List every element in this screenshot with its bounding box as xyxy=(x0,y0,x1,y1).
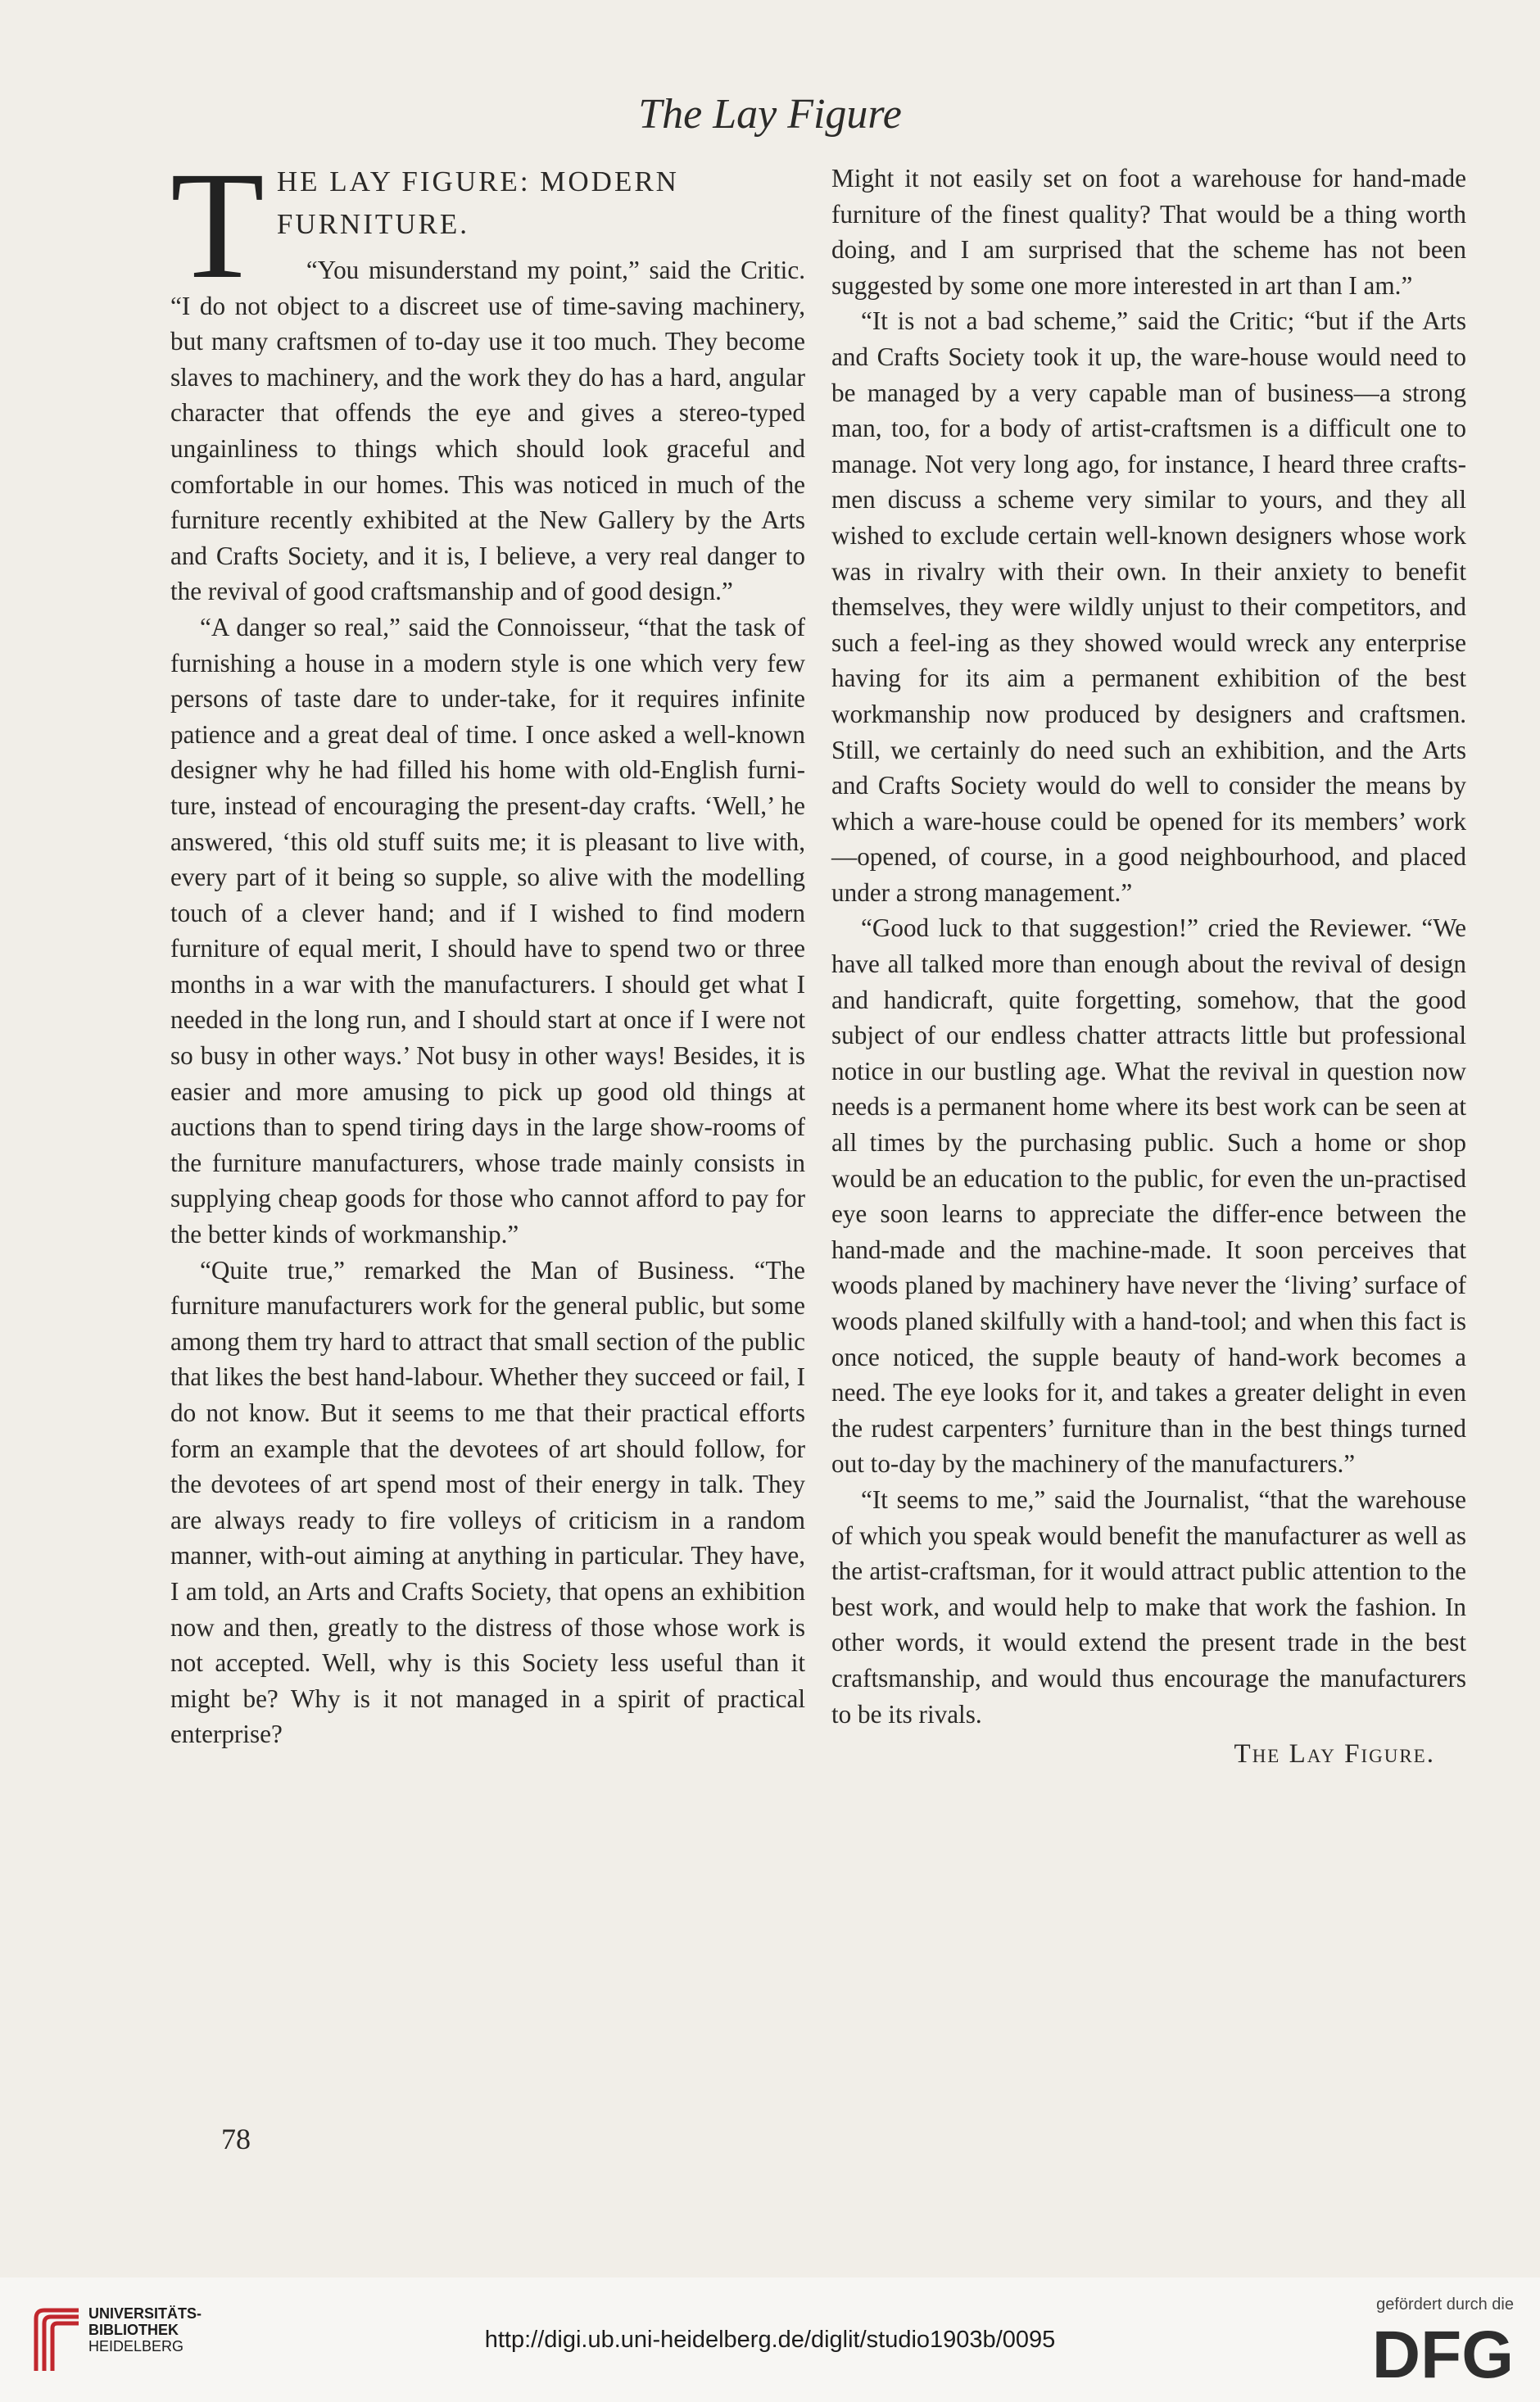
paragraph: “Good luck to that suggestion!” cried the Reviewer. “We have all talked more than enough about the revival of design and handicraft, quite forgetting, somehow, that the good subject of our endless chatter attracts little but professional notice in our bustling age. What the revival in question now needs is a permanent home where its best work can be seen at all times by the purchasing public. Such a home or shop would be an education to the public, for even the un-practised eye soon learns to appreciate the differ-ence between the hand-made and the machine-made. It soon perceives that woods planed by machinery have never the ‘living’ surface of woods planed skilfully with a hand-tool; and when this fact is once noticed, the supple beauty of hand-work becomes a need. The eye looks for it, and takes a greater delight in even the rudest carpenters’ furniture than in the best things turned out to-day by the machinery of the manufacturers.” xyxy=(831,913,1466,1479)
running-head: The Lay Figure xyxy=(638,91,902,138)
paragraph: Might it not easily set on foot a warehouse for hand-made furniture of the finest quality? That would be a thing worth doing, and I am surprised that the scheme has not been suggested by some one more interested in art than I am.” xyxy=(831,164,1466,300)
paragraph: “Quite true,” remarked the Man of Business. “The furniture manufacturers work for the general public, but some among them try hard to attract that small section of the public that likes the best hand-labour. Whether they succeed or fail, I do not know. But it seems to me that their practical efforts form an example that the devotees of art should follow, for the devotees of art spend most of their energy in talk. They are always ready to fire volleys of criticism in a random manner, with-out aiming at anything in particular. They have, I am told, an Arts and Crafts Society, that opens an exhibition now and then, greatly to the distress of those whose work is not accepted. Well, why is this Society less useful than it might be? Why is it not managed in a spirit of practical enterprise? xyxy=(170,1255,805,1749)
paragraph: “It is not a bad scheme,” said the Critic; “but if the Arts and Crafts Society took it up, the ware-house would need to be managed by a very capable man of business—a strong man, too, for a body of artist-craftsmen is a difficult one to manage. Not very long ago, for instance, I heard three crafts-men discuss a scheme very similar to yours, and they all wished to exclude certain well-known designers whose work was in rivalry with their own. In their anxiety to benefit themselves, they were wildly unjust to their competitors, and such a feel-ing as they showed would wreck any enterprise having for its aim a permanent exhibition of the best workmanship now produced by designers and craftsmen. Still, we certainly do need such an exhibition, and the Arts and Crafts Society would do well to consider the means by which a ware-house could be opened for its members’ work—opened, of course, in a good neighbourhood, and placed under a strong management.” xyxy=(831,306,1466,907)
drop-cap: T xyxy=(170,139,267,310)
page-number: 78 xyxy=(221,2123,251,2155)
library-name-line: BIBLIOTHEK xyxy=(88,2322,179,2338)
right-column xyxy=(831,161,1466,1773)
digitization-footer xyxy=(0,2277,1540,2402)
dfg-logo-text: DFG xyxy=(1371,2320,1514,2382)
left-column xyxy=(170,139,805,1752)
funding-note: gefördert durch die xyxy=(1376,2295,1514,2314)
library-name-line: UNIVERSITÄTS- xyxy=(88,2305,202,2322)
paragraph: “A danger so real,” said the Connoisseur, “that the task of furnishing a house in a modern style is one which very few persons of taste dare to under-take, for it requires infinite patience and a great deal of time. I once asked a well-known designer why he had filled his home with old-English furni-ture, instead of encouraging the present-day crafts. ‘Well,’ he answered, ‘this old stuff suits me; it is pleasant to live with, every part of it being so supple, so alive with the modelling touch of a clever hand; and if I wished to find modern furniture of equal merit, I should have to spend two or three months in a war with the manufacturers. I should get what I needed in the long run, and I should start at once if I were not so busy in other ways.’ Not busy in other ways! Besides, it is easier and more amusing to pick up good old things at auctions than to spend tiring days in the large show-rooms of the furniture manufacturers, whose trade mainly consists in supplying cheap goods for those who cannot afford to pay for the better kinds of workmanship.” xyxy=(170,612,805,1249)
signature: The Lay Figure. xyxy=(1234,1739,1435,1770)
article-title: HE LAY FIGURE: MODERN FURNITURE. xyxy=(276,165,679,240)
paragraph: “It seems to me,” said the Journalist, “that the warehouse of which you speak would benefit the manufacturer as well as the artist-craftsman, for it would attract public attention to the best work, and would help to make that work the fashion. In other words, it would extend the present trade in the best craftsmanship, and would thus encourage the manufacturers to be its rivals. xyxy=(831,1484,1466,1729)
article-heading xyxy=(170,139,805,310)
library-name-line: HEIDELBERG xyxy=(88,2338,184,2354)
dfg-logo-icon xyxy=(1368,2320,1514,2382)
paragraph: “You misunderstand my point,” said the Critic. “I do not object to a discreet use of time-saving machinery, but many craftsmen of to-day use it too much. They become slaves to machinery, and the work they do has a hard, angular character that offends the eye and gives a stereo-typed ungainliness to things which should look graceful and comfortable in our homes. This was noticed in much of the furniture recently exhibited at the New Gallery by the Arts and Crafts Society, and it is, I believe, a very real danger to the revival of good craftsmanship and of good design.” xyxy=(170,256,805,606)
source-url-link[interactable]: http://digi.ub.uni-heidelberg.de/diglit/studio1903b/0095 xyxy=(484,2327,1056,2353)
